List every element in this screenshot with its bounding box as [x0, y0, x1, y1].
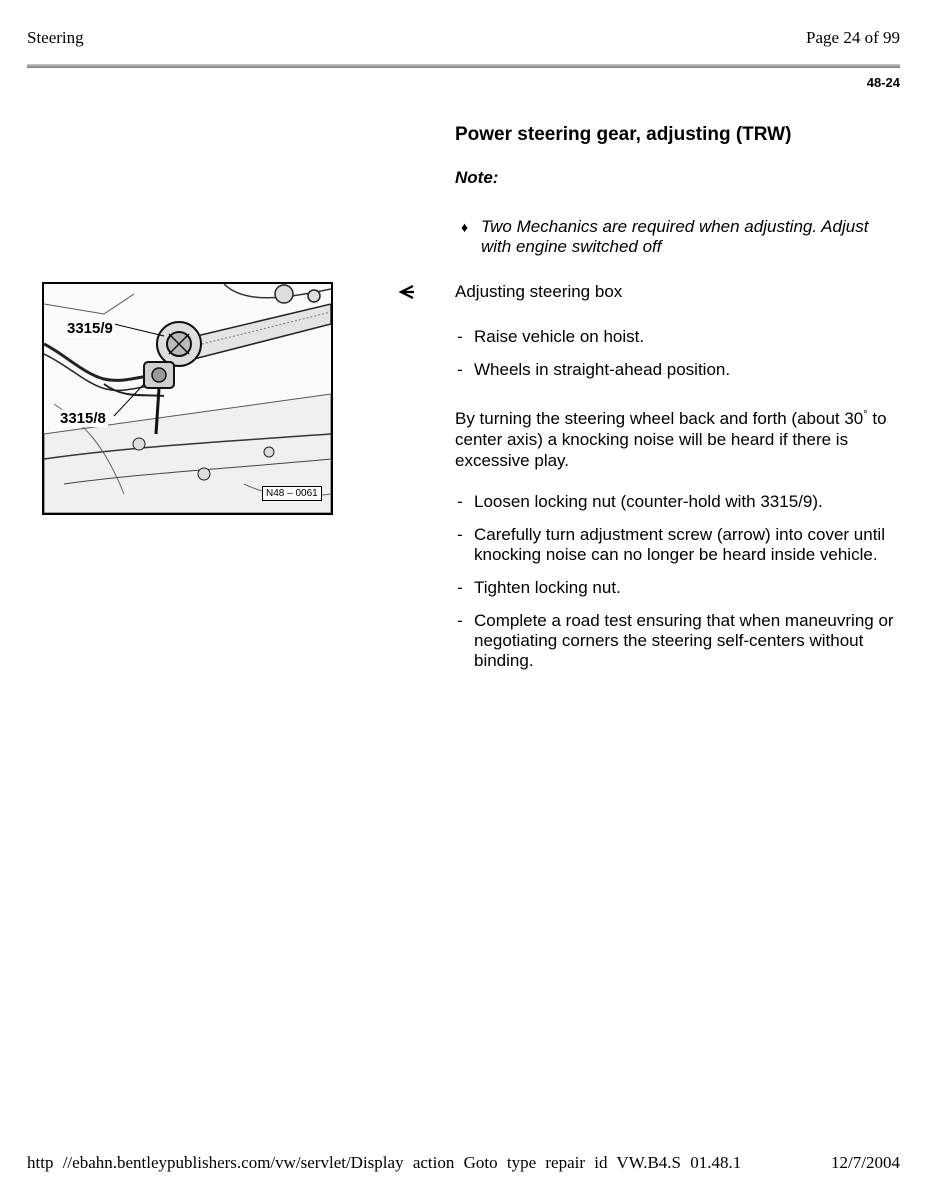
note-bullet [461, 217, 881, 257]
procedure-title: Power steering gear, adjusting (TRW) [455, 124, 792, 145]
steering-box-drawing [44, 284, 331, 513]
step-item [457, 327, 897, 347]
step-list-b [457, 492, 897, 684]
dash-bullet: - [457, 578, 463, 597]
steering-box-illustration [42, 282, 333, 515]
step-text: Tighten locking nut. [474, 578, 621, 597]
dash-bullet: - [457, 492, 463, 511]
header-section-title: Steering [27, 28, 84, 47]
paragraph-text-start: By turning the steering wheel back and forth (about 30 [455, 409, 864, 428]
print-date: 12/7/2004 [831, 1153, 900, 1172]
step-list-a [457, 327, 897, 393]
note-bullet-text: Two Mechanics are required when adjusting. Adjust with engine switched off [481, 217, 869, 256]
dash-bullet: - [457, 611, 463, 630]
dash-bullet: - [457, 327, 463, 346]
tool-label-3315-9: 3315/9 [67, 320, 113, 337]
step-item [457, 492, 897, 512]
step-heading: Adjusting steering box [455, 282, 623, 301]
play-check-paragraph [455, 405, 895, 471]
step-text: Raise vehicle on hoist. [474, 327, 645, 346]
step-text: Carefully turn adjustment screw (arrow) into cover until knocking noise can no longer be heard inside vehicle. [474, 525, 885, 564]
step-text: Loosen locking nut (counter-hold with 3315/9). [474, 492, 823, 511]
figure-pointer-arrow-icon [398, 284, 416, 300]
diamond-bullet-icon: ♦ [461, 219, 469, 235]
step-item [457, 360, 897, 380]
figure-code: N48 – 0061 [262, 486, 322, 501]
step-item [457, 611, 897, 671]
page-code: 48-24 [866, 75, 900, 90]
degree-sign: ° [863, 409, 868, 421]
dash-bullet: - [457, 525, 463, 544]
step-text: Wheels in straight-ahead position. [474, 360, 731, 379]
step-text: Complete a road test ensuring that when maneuvring or negotiating corners the steering self-centers without binding. [474, 611, 894, 670]
paragraph-text-end: to center axis) a knocking noise will be heard if there is excessive play. [455, 409, 887, 470]
note-label: Note: [455, 168, 499, 187]
dash-bullet: - [457, 360, 463, 379]
header-divider [27, 64, 900, 68]
step-item [457, 578, 897, 598]
step-item [457, 525, 897, 565]
page-indicator: Page 24 of 99 [806, 28, 900, 47]
tool-label-3315-8: 3315/8 [60, 410, 106, 427]
source-url: http //ebahn.bentleypublishers.com/vw/servlet/Display action Goto type repair id VW.B4.S 01.48.1 [27, 1153, 742, 1172]
